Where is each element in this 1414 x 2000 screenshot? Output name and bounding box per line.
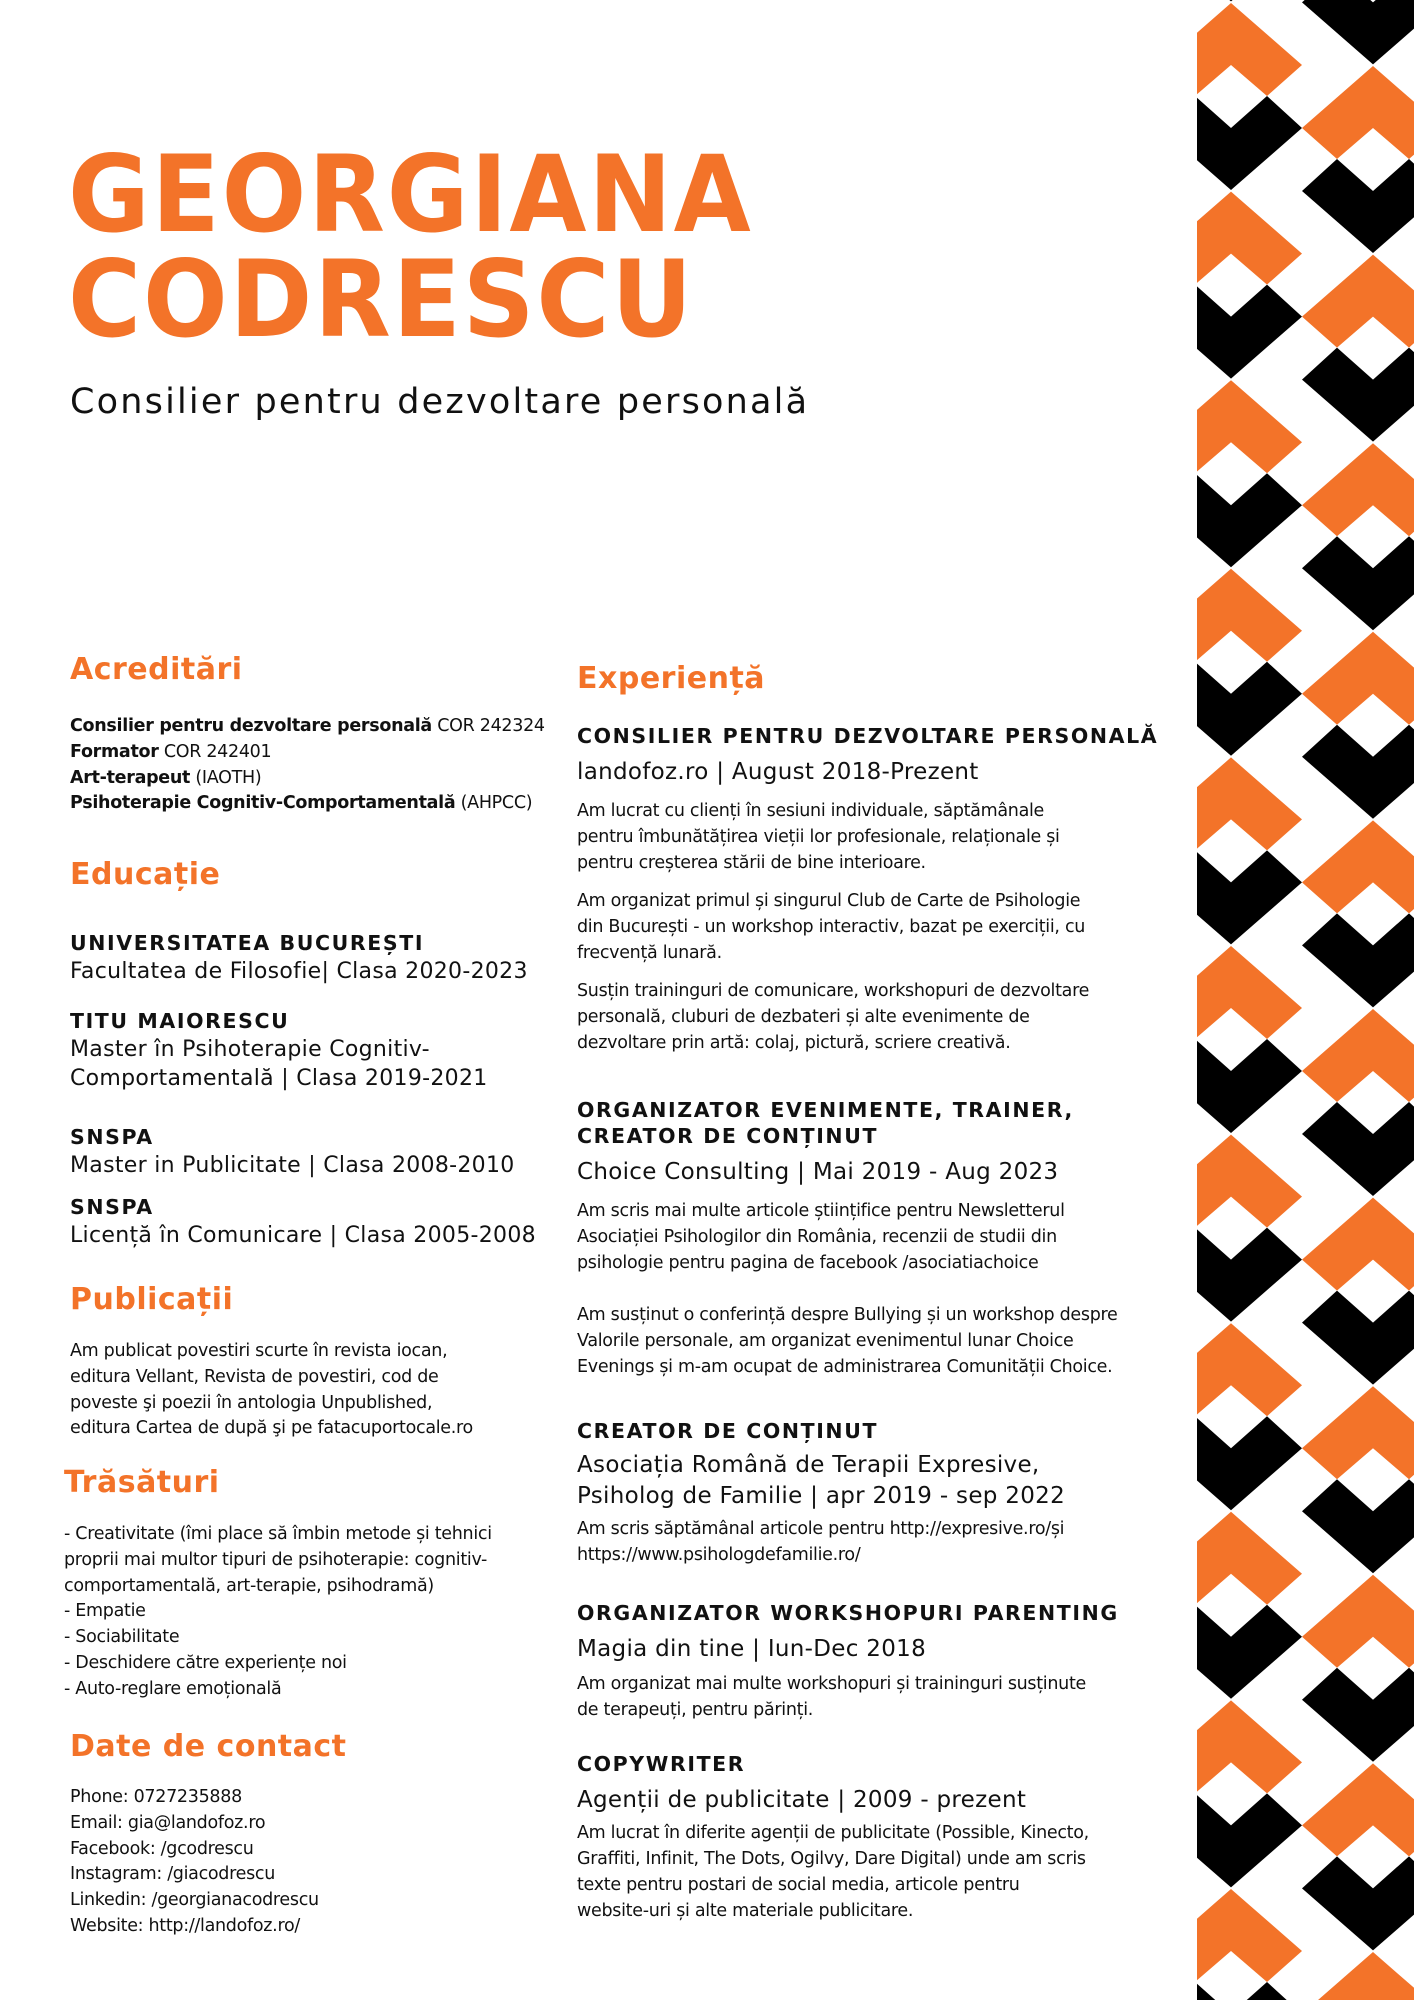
accreditation-code: COR 242401 [158, 741, 272, 762]
traits-list [64, 1522, 584, 1703]
trait-line: proprii mai multor tipuri de psihoterapie: cognitiv- [64, 1549, 488, 1570]
description-line: texte pentru postari de social media, articole pentru [577, 1875, 1020, 1895]
description-line: Am lucrat cu clienți în sesiuni individuale, săptămânale [577, 801, 1045, 821]
pattern-orange-chevron [1302, 66, 1414, 159]
pattern-orange-chevron [1302, 1386, 1414, 1479]
job-description [577, 1198, 1197, 1276]
pattern-black-chevron [1302, 348, 1414, 442]
accreditation-item [70, 791, 590, 817]
pattern-orange-chevron [1197, 380, 1302, 473]
job-employer-dates: landofoz.ro | August 2018-Prezent [577, 759, 979, 785]
education-institution: UNIVERSITATEA BUCUREȘTI [70, 931, 425, 955]
description-line: Am organizat primul și singurul Club de Carte de Psihologie [577, 891, 1081, 911]
pattern-orange-chevron [1302, 820, 1414, 913]
publications-line: editura Cartea de după şi pe fatacuportocale.ro [70, 1418, 473, 1439]
job-description [577, 888, 1187, 966]
job-role: CONSILIER PENTRU DEZVOLTARE PERSONALĂ [577, 724, 1159, 748]
description-line: Am lucrat în diferite agenții de publicitate (Possible, Kinecto, [577, 1823, 1089, 1843]
pattern-black-chevron [1302, 1479, 1414, 1573]
pattern-black-chevron [1302, 536, 1414, 630]
pattern-black-chevron [1197, 1982, 1302, 2000]
education-detail: Master în Psihoterapie Cognitiv- [70, 1037, 430, 1062]
accreditation-item [70, 740, 590, 766]
description-line: dezvoltare prin artă: colaj, pictură, scriere creativă. [577, 1033, 1011, 1053]
publications-line: poveste şi poezii în antologia Unpublished, [70, 1392, 433, 1413]
candidate-name [68, 133, 753, 361]
education-institution: TITU MAIORESCU [70, 1009, 290, 1033]
publications-line: editura Vellant, Revista de povestiri, cod de [70, 1366, 439, 1387]
accreditation-code: COR 242324 [431, 716, 545, 736]
job-employer-dates: Asociația Română de Terapii Expresive, [577, 1452, 1040, 1478]
contact-phone: Phone: 0727235888 [70, 1787, 242, 1807]
accreditation-name: Consilier pentru dezvoltare personală [70, 716, 432, 736]
education-heading: Educație [70, 857, 221, 892]
contact-email[interactable]: Email: gia@landofoz.ro [70, 1812, 266, 1833]
experience-heading: Experiență [577, 661, 766, 696]
description-line: frecvență lunară. [577, 943, 722, 963]
pattern-black-chevron [1302, 1856, 1414, 1950]
description-line: de terapeuți, pentru părinți. [577, 1700, 814, 1720]
job-title-subtitle: Consilier pentru dezvoltare personală [70, 382, 810, 422]
trait-line: - Auto-reglare emoțională [64, 1678, 282, 1699]
description-line: Graffiti, Infinit, The Dots, Ogilvy, Dare Digital) unde am scris [577, 1849, 1086, 1869]
description-line: din București - un workshop interactiv, bazat pe exerciții, cu [577, 917, 1086, 937]
pattern-black-chevron [1197, 0, 1302, 1]
education-institution: SNSPA [70, 1195, 154, 1219]
description-line: Am organizat mai multe workshopuri și traininguri susținute [577, 1674, 1086, 1694]
accreditations-heading: Acreditări [70, 652, 243, 687]
pattern-orange-chevron [1197, 1512, 1302, 1605]
description-line: website-uri și alte materiale publicitare. [577, 1901, 914, 1921]
contact-instagram[interactable]: Instagram: /giacodrescu [70, 1864, 276, 1885]
job-employer-dates: Psiholog de Familie | apr 2019 - sep 2022 [577, 1483, 1066, 1509]
description-line: Susțin traininguri de comunicare, workshopuri de dezvoltare [577, 981, 1090, 1001]
accreditation-code: (AHPCC) [455, 793, 533, 814]
pattern-black-chevron [1197, 96, 1302, 190]
pattern-orange-chevron [1302, 1763, 1414, 1856]
pattern-orange-chevron [1197, 569, 1302, 662]
job-role: ORGANIZATOR WORKSHOPURI PARENTING [577, 1601, 1119, 1625]
description-line: personală, cluburi de dezbateri și alte evenimente de [577, 1007, 1030, 1027]
job-employer-dates: Choice Consulting | Mai 2019 - Aug 2023 [577, 1159, 1059, 1185]
pattern-black-chevron [1197, 850, 1302, 944]
trait-line: - Deschidere către experiențe noi [64, 1652, 347, 1673]
education-detail: Facultatea de Filosofie| Clasa 2020-2023 [70, 959, 528, 984]
pattern-orange-chevron [1302, 1198, 1414, 1291]
last-name: CODRESCU [68, 238, 695, 361]
accreditation-name: Psihoterapie Cognitiv-Comportamentală [70, 793, 456, 814]
trait-line: - Empatie [64, 1601, 146, 1622]
pattern-orange-chevron [1197, 1323, 1302, 1416]
pattern-black-chevron [1302, 0, 1414, 64]
pattern-orange-chevron [1197, 192, 1302, 285]
education-item [70, 1008, 590, 1093]
pattern-black-chevron [1197, 662, 1302, 756]
job-role: CREATOR DE CONȚINUT [577, 1124, 879, 1148]
job-employer-dates: Agenții de publicitate | 2009 - prezent [577, 1787, 1027, 1813]
pattern-black-chevron [1302, 1668, 1414, 1762]
pattern-orange-chevron [1302, 255, 1414, 348]
pattern-orange-chevron [1197, 3, 1302, 96]
experience-item [577, 1097, 1197, 1380]
description-line: Valorile personale, am organizat evenimentul lunar Choice [577, 1331, 1074, 1351]
description-line: pentru creșterea stării de bine interioare. [577, 853, 926, 873]
education-institution: SNSPA [70, 1125, 154, 1149]
education-item [70, 1194, 590, 1250]
pattern-orange-chevron [1302, 632, 1414, 725]
education-item [70, 930, 590, 986]
pattern-black-chevron [1302, 725, 1414, 819]
job-description [577, 798, 1187, 876]
pattern-black-chevron [1197, 1039, 1302, 1133]
description-line: Am scris mai multe articole științifice pentru Newsletterul [577, 1201, 1065, 1221]
accreditation-item [70, 766, 590, 792]
pattern-black-chevron [1302, 1102, 1414, 1196]
job-role: COPYWRITER [577, 1752, 746, 1776]
pattern-orange-chevron [1302, 443, 1414, 536]
accreditation-item [70, 714, 590, 740]
pattern-orange-chevron [1302, 1952, 1414, 2000]
pattern-black-chevron [1302, 1291, 1414, 1385]
experience-item [577, 1418, 1197, 1568]
pattern-orange-chevron [1197, 757, 1302, 850]
contact-website[interactable]: Website: http://landofoz.ro/ [70, 1915, 300, 1936]
description-line: pentru îmbunătățirea vieții lor profesionale, relaționale și [577, 827, 1060, 847]
publications-text [70, 1339, 590, 1442]
job-description [577, 1820, 1197, 1924]
pattern-black-chevron [1302, 159, 1414, 253]
traits-heading: Trăsături [64, 1465, 220, 1500]
description-line: psihologie pentru pagina de facebook /asociatiachoice [577, 1253, 1039, 1273]
description-line: Am scris săptămânal articole pentru http://expresive.ro/și [577, 1519, 1065, 1539]
trait-line: - Creativitate (îmi place să îmbin metode și tehnici [64, 1524, 492, 1544]
pattern-orange-chevron [1302, 1009, 1414, 1102]
accreditation-name: Art-terapeut [70, 767, 191, 788]
pattern-orange-chevron [1197, 1135, 1302, 1228]
contact-facebook[interactable]: Facebook: /gcodrescu [70, 1838, 254, 1859]
description-line: https://www.psihologdefamilie.ro/ [577, 1545, 861, 1565]
contact-linkedin[interactable]: Linkedin: /georgianacodrescu [70, 1890, 319, 1911]
pattern-black-chevron [1302, 913, 1414, 1007]
job-role: ORGANIZATOR EVENIMENTE, TRAINER, [577, 1098, 1074, 1122]
job-employer-dates: Magia din tine | Iun-Dec 2018 [577, 1636, 927, 1662]
pattern-black-chevron [1197, 1793, 1302, 1887]
pattern-orange-chevron [1197, 1700, 1302, 1793]
accreditations-list [70, 714, 590, 817]
pattern-black-chevron [1197, 1416, 1302, 1510]
job-description [577, 978, 1187, 1056]
pattern-black-chevron [1197, 285, 1302, 379]
contact-heading: Date de contact [70, 1729, 347, 1764]
education-item [70, 1124, 590, 1180]
pattern-black-chevron [1197, 473, 1302, 567]
description-line: Am susținut o conferință despre Bullying și un workshop despre [577, 1305, 1118, 1325]
pattern-orange-chevron [1302, 1575, 1414, 1668]
experience-item [577, 1751, 1197, 1924]
decorative-chevron-pattern [1197, 0, 1414, 2000]
trait-line: comportamentală, art-terapie, psihodramă) [64, 1575, 434, 1596]
chevron-pattern-graphic [1197, 0, 1414, 2000]
experience-item [577, 723, 1187, 1056]
pattern-orange-chevron [1197, 946, 1302, 1039]
experience-item [577, 1600, 1197, 1723]
accreditations-section [70, 650, 243, 690]
publications-heading: Publicații [70, 1282, 234, 1317]
education-detail: Comportamentală | Clasa 2019-2021 [70, 1066, 488, 1091]
description-line: Evenings și m-am ocupat de administrarea Comunității Choice. [577, 1357, 1113, 1377]
publications-line: Am publicat povestiri scurte în revista iocan, [70, 1341, 448, 1361]
first-name: GEORGIANA [68, 133, 753, 256]
job-description [577, 1671, 1197, 1723]
accreditation-name: Formator [70, 741, 159, 762]
job-description [577, 1302, 1197, 1380]
pattern-orange-chevron [1197, 1889, 1302, 1982]
accreditation-code: (IAOTH) [190, 767, 262, 788]
job-description [577, 1516, 1197, 1568]
trait-line: - Sociabilitate [64, 1627, 180, 1648]
pattern-black-chevron [1197, 1228, 1302, 1322]
job-role: CREATOR DE CONȚINUT [577, 1419, 879, 1443]
pattern-black-chevron [1197, 1605, 1302, 1699]
contact-list [70, 1785, 590, 1940]
description-line: Asociației Psihologilor din România, recenzii de studii din [577, 1227, 1057, 1247]
education-detail: Licență în Comunicare | Clasa 2005-2008 [70, 1223, 536, 1248]
education-detail: Master in Publicitate | Clasa 2008-2010 [70, 1153, 515, 1178]
